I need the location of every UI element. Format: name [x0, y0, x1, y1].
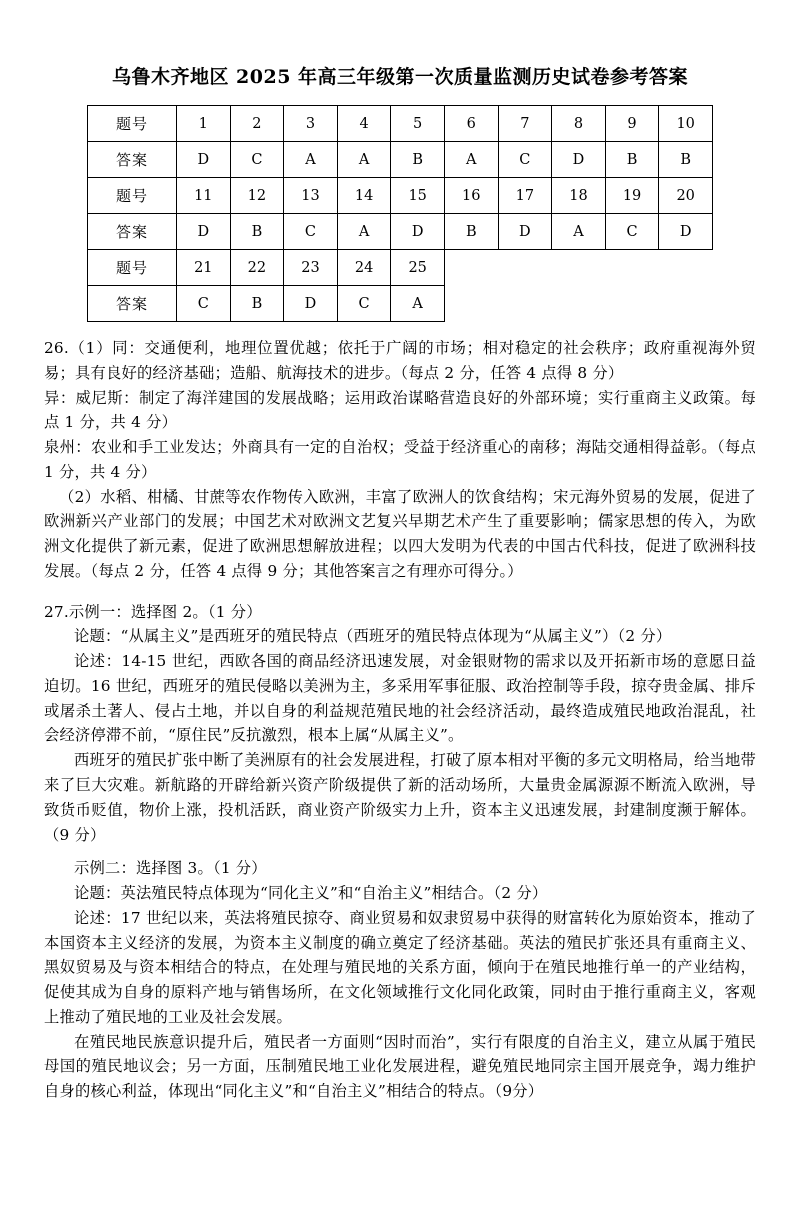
- answer-paragraph: （2）水稻、柑橘、甘蔗等农作物传入欧洲，丰富了欧洲人的饮食结构；宋元海外贸易的发展，促进了欧洲新兴产业部门的发展；中国艺术对欧洲文艺复兴早期艺术产生了重要影响；儒家思想的传入，为欧洲文化提供了新元素，促进了欧洲思想解放进程；以四大发明为代表的中国古代科技，促进了欧洲科技发展。（每点 2 分，任答 4 点得 9 分；其他答案言之有理亦可得分。）: [44, 487, 756, 580]
- answer-paragraph: 异：威尼斯：制定了海洋建国的发展战略；运用政治谋略营造良好的外部环境；实行重商主义政策。每点 1 分，共 4 分）: [44, 388, 756, 432]
- table-cell: 16: [444, 178, 498, 214]
- answer-paragraph: 示例二：选择图 3。（1 分）: [74, 859, 267, 878]
- table-cell: D: [552, 142, 606, 178]
- table-cell: B: [444, 214, 498, 250]
- row-label: 题号: [88, 250, 177, 286]
- table-cell-empty: [605, 286, 659, 322]
- table-cell: B: [230, 286, 284, 322]
- table-cell: 17: [498, 178, 552, 214]
- question-26-section: [44, 336, 756, 584]
- table-cell: C: [284, 214, 338, 250]
- table-cell: B: [230, 214, 284, 250]
- table-row: [88, 106, 713, 142]
- table-cell: A: [391, 286, 445, 322]
- table-cell: A: [444, 142, 498, 178]
- row-label: 答案: [88, 214, 177, 250]
- table-cell-empty: [444, 286, 498, 322]
- table-cell: 19: [605, 178, 659, 214]
- table-cell-empty: [605, 250, 659, 286]
- table-row: [88, 142, 713, 178]
- table-cell: 23: [284, 250, 338, 286]
- table-cell: A: [337, 214, 391, 250]
- table-cell: 8: [552, 106, 606, 142]
- table-cell: D: [498, 214, 552, 250]
- table-cell-empty: [498, 250, 552, 286]
- row-label: 答案: [88, 142, 177, 178]
- table-cell: 2: [230, 106, 284, 142]
- table-cell: D: [659, 214, 713, 250]
- question-27-section: [44, 600, 756, 1104]
- table-cell: 6: [444, 106, 498, 142]
- answer-key-table: [87, 105, 713, 322]
- table-cell: 7: [498, 106, 552, 142]
- table-cell: 24: [337, 250, 391, 286]
- table-cell-empty: [659, 286, 713, 322]
- table-cell-empty: [552, 286, 606, 322]
- table-cell: 22: [230, 250, 284, 286]
- table-cell: C: [230, 142, 284, 178]
- table-cell: D: [177, 142, 231, 178]
- table-cell: C: [498, 142, 552, 178]
- row-label: 答案: [88, 286, 177, 322]
- table-cell: D: [391, 214, 445, 250]
- table-cell: 25: [391, 250, 445, 286]
- table-cell: 21: [177, 250, 231, 286]
- answer-paragraph: 论题：英法殖民特点体现为“同化主义”和“自治主义”相结合。（2 分）: [74, 884, 548, 903]
- table-cell: C: [177, 286, 231, 322]
- table-cell: 5: [391, 106, 445, 142]
- table-cell: 9: [605, 106, 659, 142]
- table-cell: 3: [284, 106, 338, 142]
- table-cell: 14: [337, 178, 391, 214]
- table-cell: 1: [177, 106, 231, 142]
- table-row: [88, 214, 713, 250]
- table-cell: C: [605, 214, 659, 250]
- table-cell: 15: [391, 178, 445, 214]
- answer-table-body: [88, 106, 713, 322]
- row-label: 题号: [88, 178, 177, 214]
- table-cell: 18: [552, 178, 606, 214]
- table-cell: C: [337, 286, 391, 322]
- table-cell-empty: [498, 286, 552, 322]
- table-cell: B: [391, 142, 445, 178]
- table-cell: 10: [659, 106, 713, 142]
- answer-paragraph: 论题：“从属主义”是西班牙的殖民特点（西班牙的殖民特点体现为“从属主义”）（2 分）: [74, 627, 672, 646]
- table-cell: 13: [284, 178, 338, 214]
- table-cell-empty: [552, 250, 606, 286]
- answer-paragraph: 西班牙的殖民扩张中断了美洲原有的社会发展进程，打破了原本相对平衡的多元文明格局，给当地带来了巨大灾难。新航路的开辟给新兴资产阶级提供了新的活动场所，大量贵金属源源不断流入欧洲，导致货币贬值，物价上涨，投机活跃，商业资产阶级实力上升，资本主义迅速发展，封建制度濒于解体。（9 分）: [44, 751, 756, 844]
- answer-paragraph: 在殖民地民族意识提升后，殖民者一方面则“因时而治”，实行有限度的自治主义，建立从属于殖民母国的殖民地议会；另一方面，压制殖民地工业化发展进程，避免殖民地同宗主国开展竞争，竭力维护自身的核心利益，体现出“同化主义”和“自治主义”相结合的特点。（9分）: [44, 1032, 756, 1101]
- table-cell: B: [605, 142, 659, 178]
- answer-paragraph: 论述：17 世纪以来，英法将殖民掠夺、商业贸易和奴隶贸易中获得的财富转化为原始资本，推动了本国资本主义经济的发展，为资本主义制度的确立奠定了经济基础。英法的殖民扩张还具有重商主义、黑奴贸易及与资本相结合的特点，在处理与殖民地的关系方面，倾向于在殖民地推行单一的产业结构，促使其成为自身的原料产地与销售场所，在文化领域推行文化同化政策，同时由于推行重商主义，客观上推动了殖民地的工业及社会发展。: [44, 908, 756, 1026]
- answer-paragraph: 26.（1）同：交通便利，地理位置优越；依托于广阔的市场；相对稳定的社会秩序；政府重视海外贸易；具有良好的经济基础；造船、航海技术的进步。（每点 2 分，任答 4 点得 8 分）: [44, 339, 756, 382]
- answer-paragraph: 27.示例一：选择图 2。（1 分）: [44, 602, 262, 621]
- table-row: [88, 250, 713, 286]
- table-cell: D: [177, 214, 231, 250]
- table-cell: D: [284, 286, 338, 322]
- table-cell: 4: [337, 106, 391, 142]
- table-cell-empty: [659, 250, 713, 286]
- table-row: [88, 178, 713, 214]
- table-cell: A: [552, 214, 606, 250]
- answer-paragraph: 泉州：农业和手工业发达；外商具有一定的自治权；受益于经济重心的南移；海陆交通相得益彰。（每点 1 分，共 4 分）: [44, 438, 756, 481]
- row-label: 题号: [88, 106, 177, 142]
- table-cell: B: [659, 142, 713, 178]
- table-cell: 20: [659, 178, 713, 214]
- table-cell: 11: [177, 178, 231, 214]
- table-cell: A: [337, 142, 391, 178]
- table-cell: 12: [230, 178, 284, 214]
- answer-paragraph: 论述：14-15 世纪，西欧各国的商品经济迅速发展，对金银财物的需求以及开拓新市场的意愿日益迫切。16 世纪，西班牙的殖民侵略以美洲为主，多采用军事征服、政治控制等手段，掠夺贵金属、排斥或屠杀土著人、侵占土地，并以自身的利益规范殖民地的社会经济活动，最终造成殖民地政治混乱，社会经济停滞不前，“原住民”反抗激烈，根本上属“从属主义”。: [44, 652, 756, 745]
- table-cell: A: [284, 142, 338, 178]
- page-title: 乌鲁木齐地区 2025 年高三年级第一次质量监测历史试卷参考答案: [111, 66, 689, 88]
- table-cell-empty: [444, 250, 498, 286]
- table-row: [88, 286, 713, 322]
